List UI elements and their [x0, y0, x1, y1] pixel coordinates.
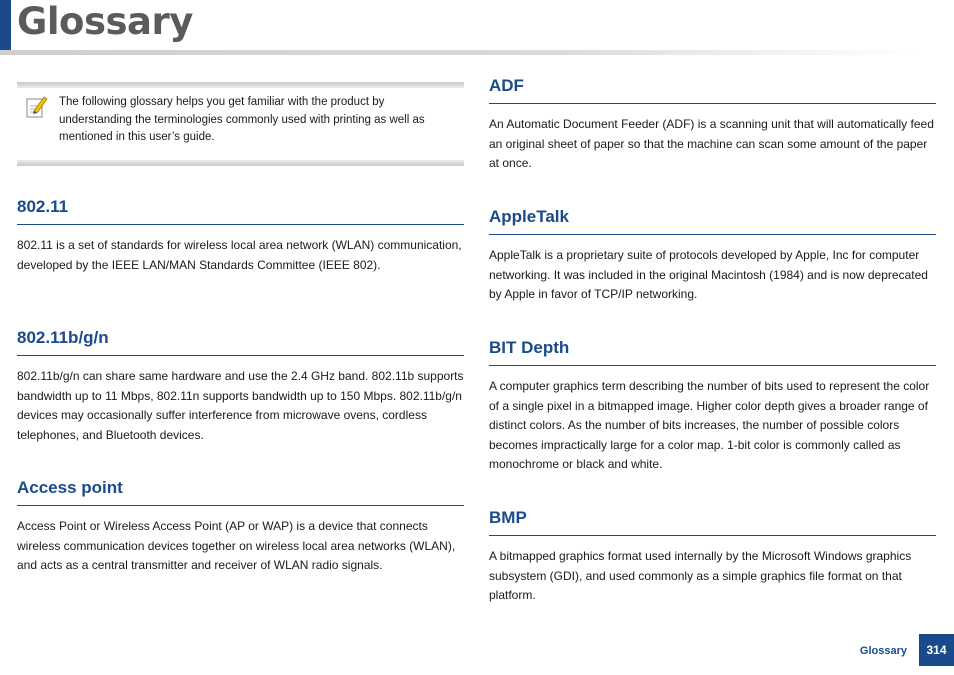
term-definition: Access Point or Wireless Access Point (AP or WAP) is a device that connects wireless communication devices together on wireless local area networks (WLAN), and acts as a central transmitter and receiver of WLAN radio signals.: [17, 519, 456, 572]
term-heading: AppleTalk: [489, 207, 936, 235]
glossary-entry-802-11bgn: [17, 328, 464, 445]
term-heading: 802.11: [17, 197, 464, 225]
note-top-border: [17, 82, 464, 88]
page-title: Glossary: [17, 0, 193, 43]
note-box: [17, 82, 464, 166]
footer-section-label: Glossary: [859, 645, 907, 657]
glossary-entry-bit-depth: [489, 338, 936, 475]
term-definition: AppleTalk is a proprietary suite of protocols developed by Apple, Inc for computer networking. It was included in the original Macintosh (1984) and is now deprecated by Apple in favor of TCP/IP networking.: [489, 248, 928, 301]
glossary-entry-802-11: [17, 197, 464, 275]
term-heading: BIT Depth: [489, 338, 936, 366]
term-heading: BMP: [489, 508, 936, 536]
term-heading: Access point: [17, 478, 464, 506]
term-heading: ADF: [489, 76, 936, 104]
term-heading: 802.11b/g/n: [17, 328, 464, 356]
term-definition: A computer graphics term describing the number of bits used to represent the color of a single pixel in a bitmapped image. Higher color depth gives a broader range of distinct colors. As the number of bits increases, the number of possible colors becomes impractically large for a color map. 1-bit color is commonly called as monochrome or black and white.: [489, 379, 930, 471]
note-text: The following glossary helps you get familiar with the product by understanding the terminologies commonly used with printing as well as mentioned in this user’s guide.: [59, 96, 425, 143]
glossary-entry-bmp: [489, 508, 936, 606]
title-divider: [0, 50, 920, 55]
glossary-entry-adf: [489, 76, 936, 174]
glossary-entry-appletalk: [489, 207, 936, 305]
note-pencil-icon: [25, 94, 49, 120]
title-accent-bar: [0, 0, 11, 52]
page-number: 314: [919, 634, 954, 666]
term-definition: An Automatic Document Feeder (ADF) is a scanning unit that will automatically feed an original sheet of paper so that the machine can scan some amount of the paper at once.: [489, 117, 934, 170]
note-bottom-border: [17, 160, 464, 166]
term-definition: 802.11 is a set of standards for wireless local area network (WLAN) communication, developed by the IEEE LAN/MAN Standards Committee (IEEE 802).: [17, 238, 462, 272]
term-definition: A bitmapped graphics format used internally by the Microsoft Windows graphics subsystem (GDI), and used commonly as a simple graphics file format on that platform.: [489, 549, 912, 602]
glossary-entry-access-point: [17, 478, 464, 576]
term-definition: 802.11b/g/n can share same hardware and use the 2.4 GHz band. 802.11b supports bandwidth up to 11 Mbps, 802.11n supports bandwidth up to 150 Mbps. 802.11b/g/n devices may occasionally suffer interference from microwave ovens, cordless telephones, and Bluetooth devices.: [17, 369, 464, 442]
